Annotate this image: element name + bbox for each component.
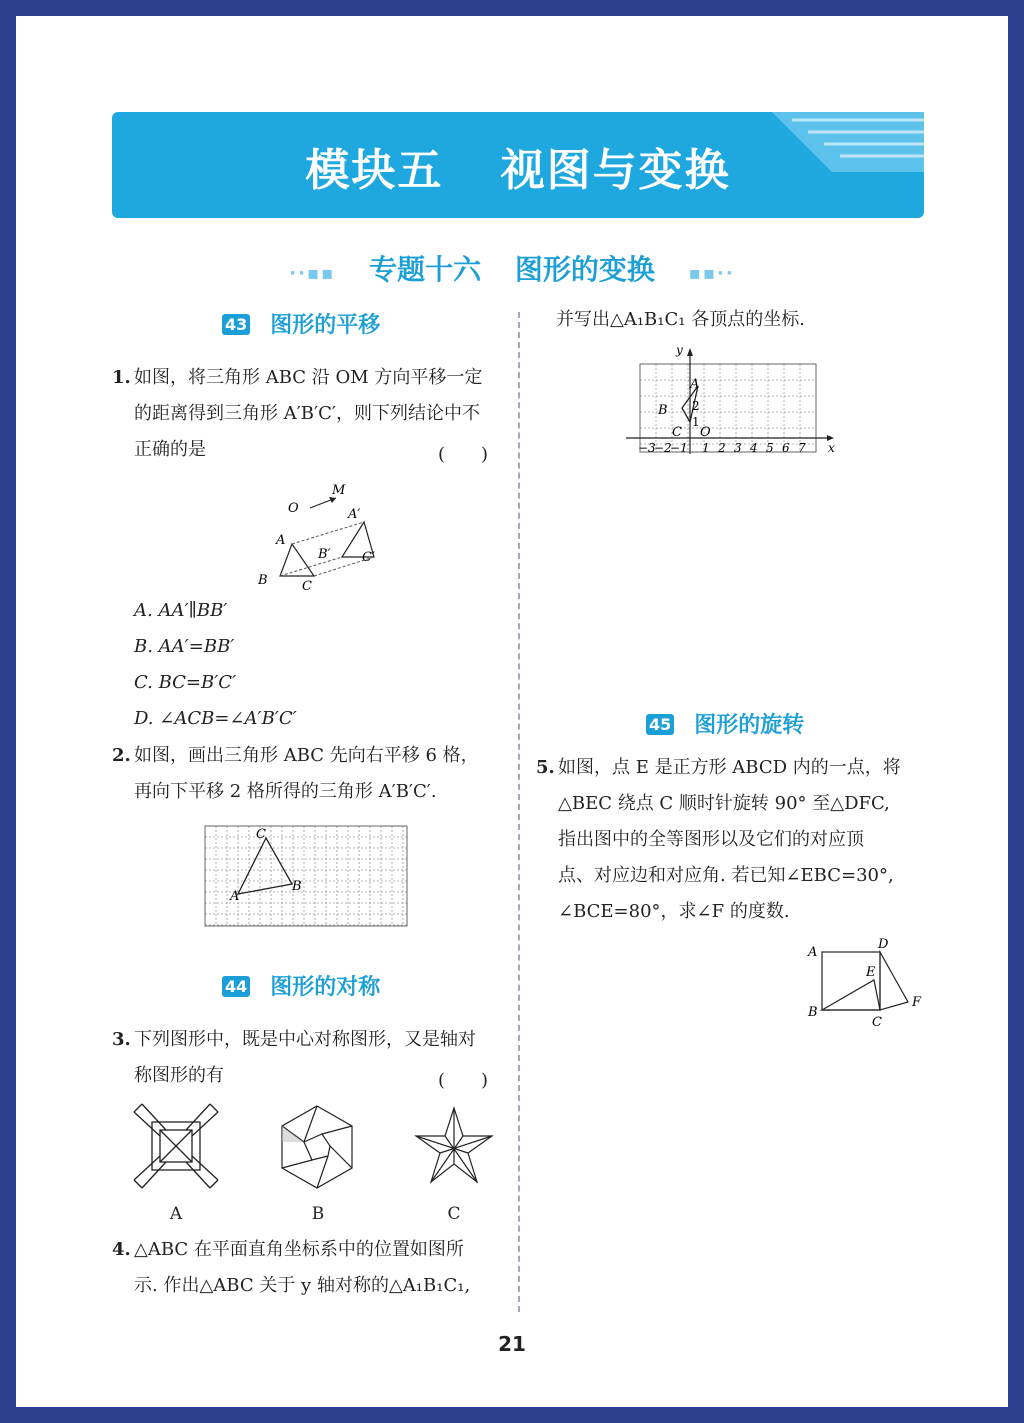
option-b: B. AA′=BB′	[134, 636, 235, 657]
label-f: F	[912, 995, 922, 1010]
label-b: B	[808, 1005, 818, 1020]
question-line: 示. 作出△ABC 关于 y 轴对称的△A₁B₁C₁,	[134, 1275, 471, 1296]
answer-blank: ( )	[438, 444, 489, 465]
section-badge: 43	[222, 314, 250, 335]
option-c: C. BC=B′C′	[134, 672, 237, 693]
label-c: C	[256, 827, 266, 842]
question-line: 的距离得到三角形 A′B′C′，则下列结论中不	[134, 403, 480, 424]
label-o: O	[288, 501, 299, 516]
answer-blank: ( )	[438, 1070, 489, 1091]
page	[16, 16, 1008, 1407]
decor-dots-left: ··▪▪	[289, 263, 336, 284]
section-badge: 45	[646, 714, 674, 735]
choice-a-figure	[130, 1100, 222, 1192]
label-a: A	[230, 889, 240, 904]
label-a: A	[808, 945, 818, 960]
question-line: 如图，将三角形 ABC 沿 OM 方向平移一定	[134, 367, 483, 388]
section-heading-43	[222, 308, 380, 339]
label-b: B	[292, 879, 302, 894]
section-title: 图形的旋转	[694, 713, 805, 738]
question-line: 指出图中的全等图形以及它们的对应顶	[558, 829, 864, 850]
choice-label-b: B	[311, 1204, 325, 1224]
topic-title-row	[16, 248, 1008, 288]
question-line: △ABC 在平面直角坐标系中的位置如图所	[134, 1239, 464, 1260]
column-divider	[518, 312, 520, 1312]
x-tick-label: −1	[670, 441, 688, 455]
label-c-prime: C′	[362, 550, 375, 565]
translation-figure	[252, 480, 392, 594]
label-a-prime: A′	[348, 507, 361, 522]
triangle-dfc	[880, 952, 908, 1010]
label-y: y	[676, 343, 683, 357]
question-line: 如图，画出三角形 ABC 先向右平移 6 格，	[134, 745, 479, 766]
x-tick-label: −3	[638, 441, 656, 455]
question-line: 并写出△A₁B₁C₁ 各顶点的坐标.	[556, 309, 805, 330]
x-tick-label: 5	[766, 441, 774, 455]
question-line: 正确的是	[134, 439, 206, 460]
x-tick-label: −2	[654, 441, 672, 455]
choice-b-figure	[272, 1102, 362, 1192]
dashed-bb	[280, 557, 342, 576]
question-line: 称图形的有	[134, 1065, 224, 1086]
module-title: 模块五 视图与变换	[305, 145, 731, 196]
triangle-abc-grid	[238, 838, 292, 894]
label-b: B	[258, 573, 268, 588]
question-line: 如图，点 E 是正方形 ABCD 内的一点，将	[558, 757, 901, 778]
dashed-aa	[292, 522, 364, 544]
module-banner	[112, 112, 924, 218]
label-c: C	[872, 1015, 882, 1030]
x-tick-label: 3	[734, 441, 742, 455]
x-tick-label: 6	[782, 441, 790, 455]
label-c: C	[302, 579, 312, 594]
choice-c-figure	[412, 1104, 496, 1188]
label-e: E	[866, 965, 876, 980]
label-o: O	[700, 425, 711, 440]
rotation-figure	[800, 934, 930, 1034]
option-d: D. ∠ACB=∠A′B′C′	[134, 708, 297, 729]
section-heading-45	[646, 708, 804, 739]
label-a: A	[276, 533, 286, 548]
question-number: 3.	[112, 1029, 131, 1050]
page-number: 21	[498, 1332, 526, 1356]
section-title: 图形的对称	[270, 975, 381, 1000]
label-b-prime: B′	[318, 547, 331, 562]
question-line: △BEC 绕点 C 顺时针旋转 90° 至△DFC,	[558, 793, 890, 814]
grid-figure-q2	[204, 824, 410, 928]
section-heading-44	[222, 970, 380, 1001]
question-line: 下列图形中，既是中心对称图形，又是轴对	[134, 1029, 476, 1050]
label-x: x	[828, 441, 835, 455]
section-badge: 44	[222, 976, 250, 997]
x-tick-label: 7	[798, 441, 806, 455]
question-number: 1.	[112, 367, 131, 388]
x-tick-label: 2	[718, 441, 726, 455]
label-a: A	[690, 377, 700, 392]
decor-dots-right: ▪▪··	[688, 263, 735, 284]
tick-label-y2: 2	[692, 399, 700, 413]
label-b: B	[658, 403, 668, 418]
question-number: 5.	[536, 757, 555, 778]
question-line: 点、对应边和对应角. 若已知∠EBC=30°,	[558, 865, 894, 886]
label-m: M	[332, 483, 346, 498]
question-number: 4.	[112, 1239, 131, 1260]
x-tick-label: 1	[702, 441, 710, 455]
label-d: D	[878, 937, 889, 952]
choice-label-c: C	[447, 1204, 461, 1224]
question-line: ∠BCE=80°，求∠F 的度数.	[558, 901, 790, 922]
label-c: C	[672, 425, 682, 440]
tick-label-y1: 1	[692, 415, 700, 429]
choice-label-a: A	[169, 1204, 183, 1224]
coordinate-figure-q4	[624, 342, 840, 456]
question-line: 再向下平移 2 格所得的三角形 A′B′C′.	[134, 781, 437, 802]
topic-title: 专题十六 图形的变换	[369, 253, 655, 286]
triangle-bec	[822, 980, 880, 1010]
x-tick-label: 4	[750, 441, 758, 455]
section-title: 图形的平移	[270, 313, 381, 338]
question-number: 2.	[112, 745, 131, 766]
option-a: A. AA′∥BB′	[134, 600, 228, 621]
